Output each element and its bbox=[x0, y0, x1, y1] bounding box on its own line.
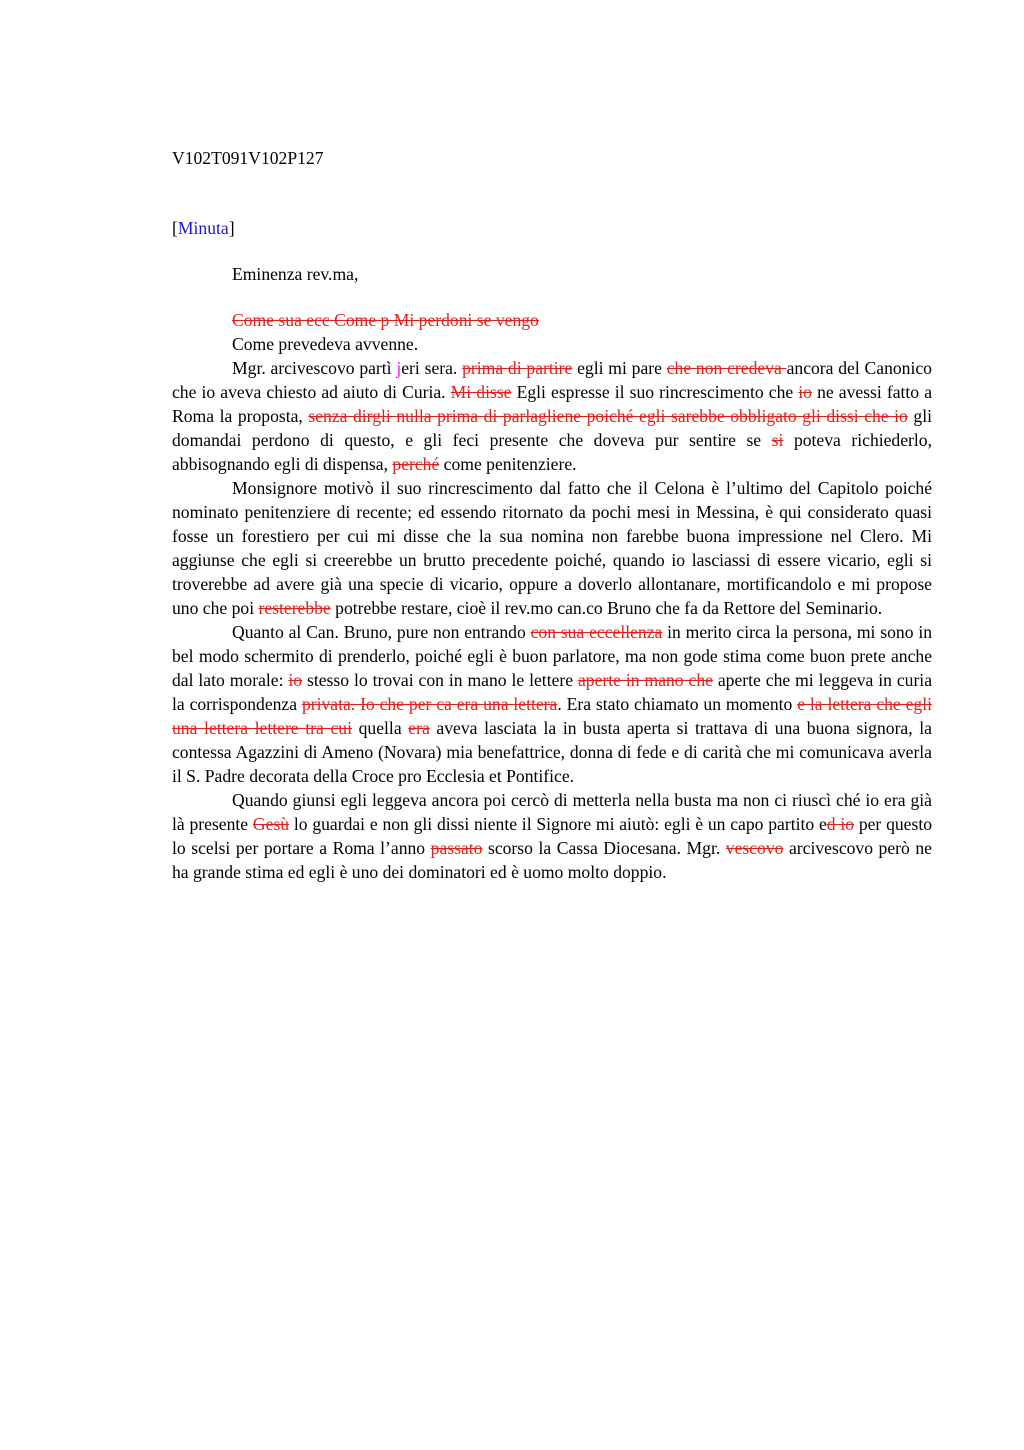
heading-open-bracket: [ bbox=[172, 218, 178, 238]
deletion: era bbox=[408, 718, 430, 738]
text-run: gli domandai perdono di questo, e gli feci presente che doveva pur sentire se bbox=[172, 406, 932, 450]
text-run: arcivescovo però ne ha grande stima ed egli è uno dei dominatori ed è uomo molto doppio. bbox=[172, 838, 932, 882]
deletion: resterebbe bbox=[258, 598, 331, 618]
text-run: Egli espresse il suo rincrescimento che bbox=[511, 382, 799, 402]
deletion: passato bbox=[430, 838, 483, 858]
heading-close-bracket: ] bbox=[228, 218, 235, 238]
document-page bbox=[172, 146, 932, 884]
text-run: Monsignore motivò il suo rincrescimento dal fatto che il Celona è l’ultimo del Capitolo poiché nominato penitenziere di recente; ed essendo ritornato da pochi mesi in Messina, è qui considerato quasi fosse un forestiero per cui mi disse che la sua nomina non farebbe buona impressione nel Clero. Mi aggiunse che egli si creerebbe un brutto precedente poiché, quando io lasciassi di essere vicario, egli si troverebbe ad avere già una specie di vicario, oppure a doverlo allontanare, mortificandolo e mi propose uno che poi bbox=[172, 478, 932, 618]
paragraph-5 bbox=[172, 788, 932, 884]
deletion: privata. Io che per ca era una lettera bbox=[301, 694, 558, 714]
deletion: io bbox=[798, 382, 812, 402]
deletion: e la lettera che egli una lettera lettere tra cui bbox=[172, 694, 932, 738]
deletion: prima di partire bbox=[462, 358, 573, 378]
text-run: per questo lo scelsi per portare a Roma l’anno bbox=[172, 814, 933, 858]
deletion: Come sua ecc Come p Mi perdoni se vengo bbox=[232, 310, 539, 330]
deletion: Mi disse bbox=[450, 382, 512, 402]
text-run: Come prevedeva avvenne. bbox=[232, 334, 419, 354]
deletion: vescovo bbox=[725, 838, 784, 858]
text-run: stesso lo trovai con in mano le lettere bbox=[302, 670, 578, 690]
text-run: aveva lasciata la in busta aperta si trattava di una buona signora, la contessa Agazzini di Ameno (Novara) mia benefattrice, donna di fede e di carità che mi comunicava averla il S. Padre decorata della Croce pro Ecclesia et Pontifice. bbox=[172, 718, 932, 786]
text-run: Quando giunsi egli leggeva ancora poi cercò di metterla nella busta ma non ci riuscì ché io era già là presente bbox=[172, 790, 932, 834]
insertion: j bbox=[396, 358, 402, 378]
deletion: senza dirgli nulla prima di parlagliene poiché egli sarebbe obbligato gli dissi che io bbox=[308, 406, 908, 426]
text-run: Mgr. arcivescovo partì bbox=[232, 358, 397, 378]
text-run: . Era stato chiamato un momento bbox=[557, 694, 798, 714]
paragraph-1 bbox=[172, 332, 932, 356]
paragraph-3 bbox=[172, 476, 932, 620]
document-id: V102T091V102P127 bbox=[172, 148, 324, 168]
text-run: lo guardai e non gli dissi niente il Signore mi aiutò: egli è un capo partito e bbox=[289, 814, 827, 834]
text-run: in merito circa la persona, mi sono in bel modo schermito di prenderlo, poiché egli è buon parlatore, ma non gode stima come buon prete anche dal lato morale: bbox=[172, 622, 933, 690]
document-heading bbox=[172, 216, 932, 240]
deletion: Gesù bbox=[252, 814, 290, 834]
text-run: eri sera. bbox=[401, 358, 463, 378]
text-run: potrebbe restare, cioè il rev.mo can.co Bruno che fa da Rettore del Seminario. bbox=[330, 598, 883, 618]
text-run: egli mi pare bbox=[572, 358, 667, 378]
text-run: scorso la Cassa Diocesana. Mgr. bbox=[482, 838, 726, 858]
text-run: poteva richiederlo, abbisognando egli di dispensa, bbox=[172, 430, 932, 474]
text-run: quella bbox=[351, 718, 409, 738]
deletion: d io bbox=[826, 814, 855, 834]
deletion: con sua eccellenza bbox=[530, 622, 663, 642]
text-run: ne avessi fatto a Roma la proposta, bbox=[172, 382, 932, 426]
deletion: aperte in mano che bbox=[578, 670, 713, 690]
deletion: che non credeva bbox=[666, 358, 787, 378]
heading-minuta-label: Minuta bbox=[177, 218, 229, 238]
deletion: si bbox=[771, 430, 784, 450]
text-run: Quanto al Can. Bruno, pure non entrando bbox=[232, 622, 531, 642]
paragraph-2 bbox=[172, 356, 932, 476]
text-run: come penitenziere. bbox=[439, 454, 577, 474]
text-run: ancora del Canonico che io aveva chiesto ad aiuto di Curia. bbox=[172, 358, 932, 402]
deletion: io bbox=[288, 670, 303, 690]
greeting: Eminenza rev.ma, bbox=[232, 264, 359, 284]
paragraph-4 bbox=[172, 620, 932, 788]
text-run: aperte che mi leggeva in curia la corrispondenza bbox=[172, 670, 932, 714]
paragraph-deleted-opening bbox=[172, 308, 932, 332]
deletion: perché bbox=[392, 454, 440, 474]
